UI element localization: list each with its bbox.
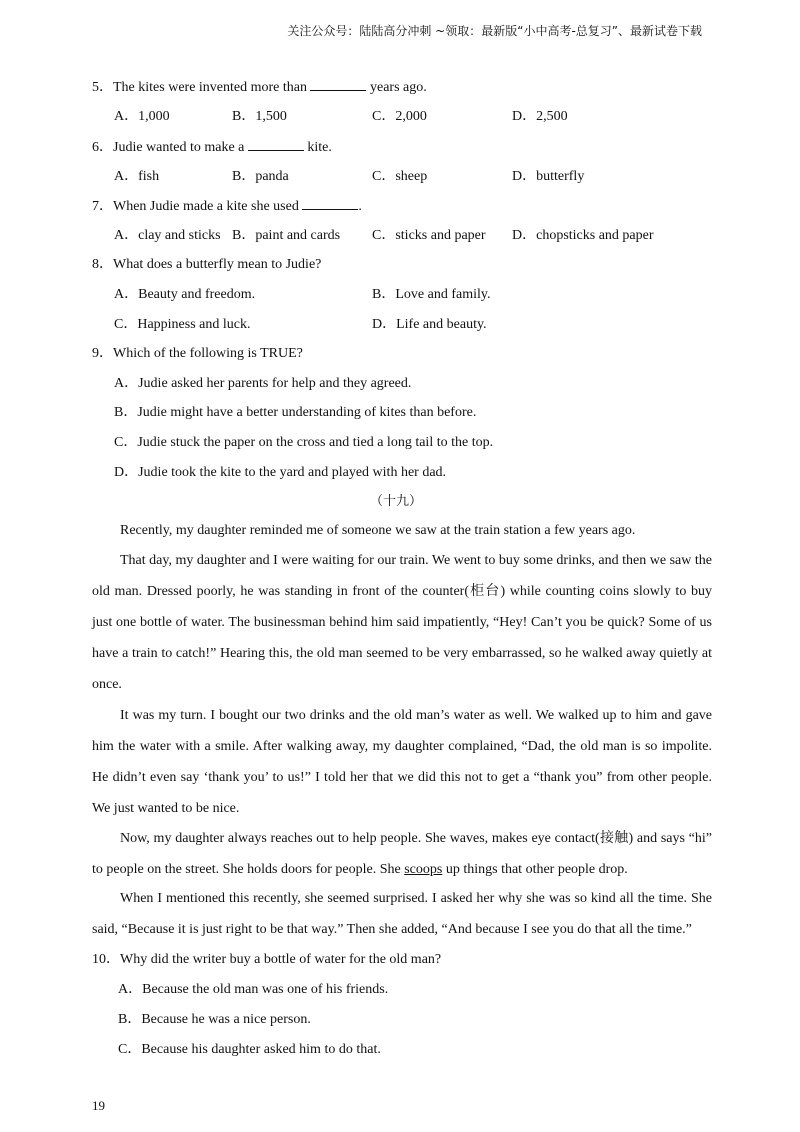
option-9c: C．Judie stuck the paper on the cross and tied a long tail to the top. xyxy=(114,435,494,450)
option-5a: A．1,000 xyxy=(114,109,170,124)
option-7d: D．chopsticks and paper xyxy=(512,228,654,243)
page-number: 19 xyxy=(92,1098,105,1113)
question-text-end: kite. xyxy=(307,140,332,155)
option-6d: D．butterfly xyxy=(512,169,585,184)
option-9b: B．Judie might have a better understanding of kites than before. xyxy=(114,405,477,420)
answer-blank xyxy=(248,138,304,151)
option-6a: A．fish xyxy=(114,169,160,184)
underlined-word: scoops xyxy=(404,862,443,877)
option-5b: B．1,500 xyxy=(232,109,287,124)
passage-paragraph-3: It was my turn. I bought our two drinks and the old man’s water as well. We walked up to him and gave him the water with a smile. After walking away, my daughter complained, “Dad, the old man is so impolite. He didn’t even say ‘thank you’ to us!” I told her that we did this not to get a “thank you” from other people. We just wanted to be nice. xyxy=(92,708,712,816)
option-7c: C．sticks and paper xyxy=(372,228,486,243)
section-title: （十九） xyxy=(370,494,423,509)
question-number: 5． xyxy=(92,80,113,95)
question-text: Judie wanted to make a xyxy=(113,140,245,155)
question-number: 7． xyxy=(92,199,113,214)
passage-paragraph-4 xyxy=(92,823,712,885)
question-number: 8． xyxy=(92,257,113,272)
question-8 xyxy=(92,256,321,274)
question-text: What does a butterfly mean to Judie? xyxy=(113,257,322,272)
option-8c: C．Happiness and luck. xyxy=(114,317,251,332)
question-9 xyxy=(92,345,303,363)
passage-paragraph-2: That day, my daughter and I were waiting for our train. We went to buy some drinks, and then we saw the old man. Dressed poorly, he was standing in front of the counter(柜台) while counting coins slowly to buy just one bottle of water. The businessman behind him said impatiently, “Hey! Can’t you be quick? Some of us have a train to catch!” Hearing this, the old man seemed to be very embarrassed, so he walked away quietly at once. xyxy=(92,553,712,692)
answer-blank xyxy=(310,78,366,91)
passage-text: Now, my daughter always reaches out to help people. She waves, makes eye contact(接触) and says “hi” to people on the street. She holds doors for people. She xyxy=(92,831,712,877)
passage-paragraph-1: Recently, my daughter reminded me of someone we saw at the train station a few years ago. xyxy=(120,523,636,538)
question-number: 9． xyxy=(92,346,113,361)
question-number: 6． xyxy=(92,140,113,155)
answer-blank xyxy=(302,197,358,210)
question-text: When Judie made a kite she used xyxy=(113,199,299,214)
question-text-end: . xyxy=(358,199,362,214)
question-7 xyxy=(92,197,362,216)
option-10a: A．Because the old man was one of his friends. xyxy=(118,982,389,997)
question-6 xyxy=(92,138,332,157)
option-6b: B．panda xyxy=(232,169,289,184)
question-text: Why did the writer buy a bottle of water for the old man? xyxy=(120,952,442,967)
option-8b: B．Love and family. xyxy=(372,287,491,302)
option-5d: D．2,500 xyxy=(512,109,568,124)
option-9a: A．Judie asked her parents for help and they agreed. xyxy=(114,376,412,391)
question-5 xyxy=(92,78,427,97)
option-10c: C．Because his daughter asked him to do that. xyxy=(118,1042,381,1057)
option-9d: D．Judie took the kite to the yard and played with her dad. xyxy=(114,465,447,480)
question-number: 10． xyxy=(92,952,120,967)
option-8d: D．Life and beauty. xyxy=(372,317,487,332)
page-header: 关注公众号：陆陆高分冲刺 ~领取：最新版“小中高考-总复习”、最新试卷下载 xyxy=(287,24,702,38)
passage-text: up things that other people drop. xyxy=(442,862,628,877)
question-10 xyxy=(92,951,441,969)
question-text-end: years ago. xyxy=(369,80,427,95)
option-8a: A．Beauty and freedom. xyxy=(114,287,256,302)
option-10b: B．Because he was a nice person. xyxy=(118,1012,311,1027)
option-5c: C．2,000 xyxy=(372,109,427,124)
question-text: The kites were invented more than xyxy=(113,80,307,95)
passage-paragraph-5: When I mentioned this recently, she seemed surprised. I asked her why she was so kind all the time. She said, “Because it is just right to be that way.” Then she added, “And because I see you do that all the time.” xyxy=(92,891,712,937)
option-6c: C．sheep xyxy=(372,169,428,184)
option-7b: B．paint and cards xyxy=(232,228,341,243)
question-text: Which of the following is TRUE? xyxy=(113,346,303,361)
option-7a: A．clay and sticks xyxy=(114,228,221,243)
